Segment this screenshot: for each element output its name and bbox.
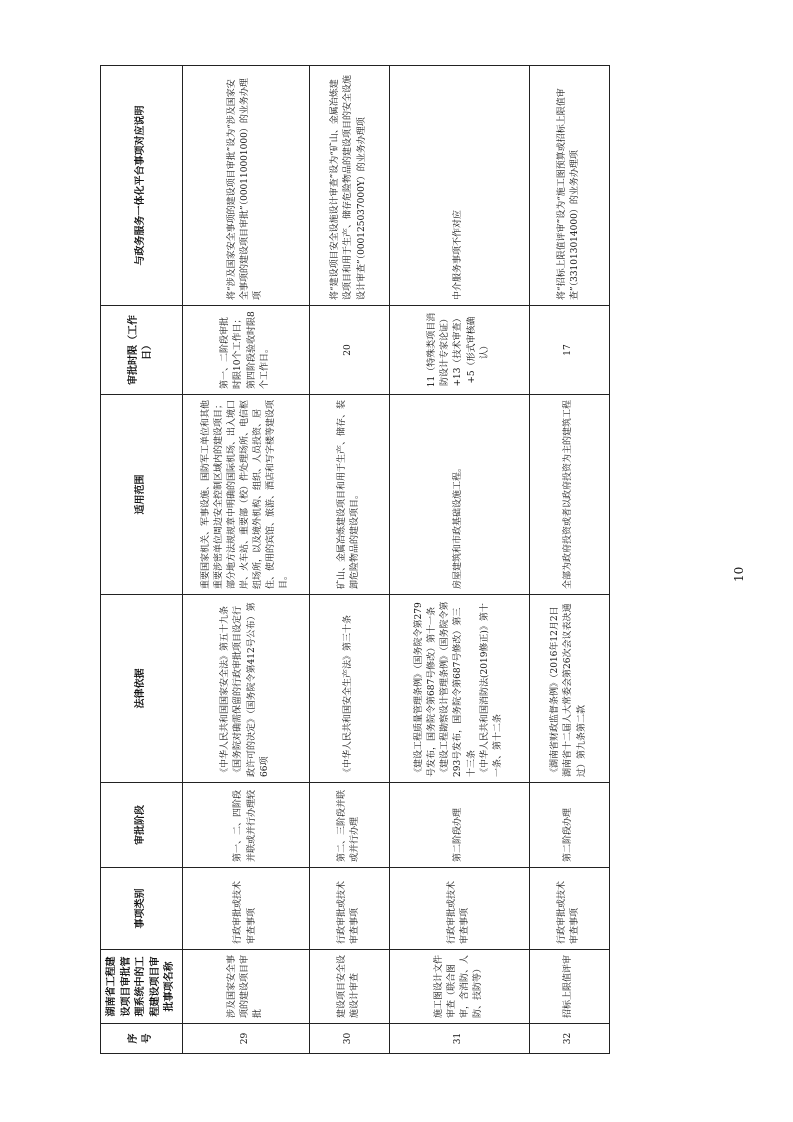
row-limit: 11（特殊类项目消防设计专家论证）+13（技术审查）+5（形式审核确认） bbox=[389, 306, 529, 395]
row-scope: 矿山、金属冶炼建设项目和用于生产、储存、装卸危险物品的建设项目。 bbox=[309, 395, 389, 595]
row-scope: 全部为政府投资或者以政府投资为主的建筑工程 bbox=[529, 395, 609, 595]
row-name: 涉及国家安全事项的建设项目审批 bbox=[182, 950, 309, 1024]
row-limit: 第一、二阶段审批时限10个工作日；第四阶段验收时限8个工作日。 bbox=[182, 306, 309, 395]
row-stage: 第二阶段办理 bbox=[529, 783, 609, 868]
row-basis bbox=[182, 595, 309, 783]
row-stage: 第一、二、四阶段并联或并行办理较 bbox=[182, 783, 309, 868]
table-row bbox=[389, 66, 529, 1054]
header-basis: 法律依据 bbox=[101, 595, 183, 783]
row-name: 建设项目安全设施设计审查 bbox=[309, 950, 389, 1024]
header-scope: 适用范围 bbox=[101, 395, 183, 595]
row-type: 行政审批或技术审查事项 bbox=[182, 868, 309, 950]
row-name: 招标上限值评审 bbox=[529, 950, 609, 1024]
table-header-row bbox=[101, 66, 183, 1054]
row-seq: 32 bbox=[529, 1024, 609, 1054]
row-type: 行政审批或技术审查事项 bbox=[389, 868, 529, 950]
row-seq: 31 bbox=[389, 1024, 529, 1054]
row-stage: 第二、三阶段并联或并行办理 bbox=[309, 783, 389, 868]
basis-line: 《中华人民共和国消防法(2019修正)》第十一条、第十二条 bbox=[479, 603, 503, 777]
header-note: 与政务服务一体化平台事项对应说明 bbox=[101, 66, 183, 306]
row-scope: 房屋建筑和市政基础设施工程。 bbox=[389, 395, 529, 595]
row-note: 将“建设项目安全设施设计审查”设为“矿山、金属冶炼建设项目和用于生产、储存危险物品的建设项目的安全设施设计审查”（000125037000Y）的业务办理项 bbox=[309, 66, 389, 306]
row-scope: 重要国家机关、军事设施、国防军工单位和其他重要涉密单位周边安全控制区域内的建设项目；部分地方法规规章中明确的国际机场、出入境口岸、火车站、重要部（校）件处理场所、电信枢纽场所，以及境外机构、组织、人员投资、居住、使用的宾馆、旅游、酒店和写字楼等建设项目。 bbox=[182, 395, 309, 595]
row-type: 行政审批或技术审查事项 bbox=[309, 868, 389, 950]
basis-line: 《中华人民共和国国家安全法》第五十九条 bbox=[220, 605, 231, 777]
row-note: 中介服务事项不作对应 bbox=[389, 66, 529, 306]
basis-line: 《湖南省财政监督条例》（2016年12月2日湖南省十二届人大常委会第26次会议表决通过）第九条第二款 bbox=[550, 603, 587, 777]
row-basis bbox=[529, 595, 609, 783]
row-seq: 29 bbox=[182, 1024, 309, 1054]
row-type: 行政审批或技术审查事项 bbox=[529, 868, 609, 950]
row-name: 施工图设计文件审查（联合图审，含消防、人防、技防等） bbox=[389, 950, 529, 1024]
basis-line: 《中华人民共和国安全生产法》第三十条 bbox=[343, 614, 354, 777]
table-row bbox=[529, 66, 609, 1054]
header-seq: 序号 bbox=[101, 1024, 183, 1054]
header-limit: 审批时限（工作日） bbox=[101, 306, 183, 395]
row-limit: 20 bbox=[309, 306, 389, 395]
row-note: 将“招标上限值评审”设为“施工图预算或招标上限值审查”（331013014000）的业务办理项 bbox=[529, 66, 609, 306]
header-name: 湖南省工程建设项目审批管理系统中的工程建设项目审批事项名称 bbox=[101, 950, 183, 1024]
table-row bbox=[309, 66, 389, 1054]
row-note: 将“涉及国家安全事项的建设项目审批”设为“涉及国家安全事项的建设项目审批”（000110001000）的业务办理项 bbox=[182, 66, 309, 306]
row-limit: 17 bbox=[529, 306, 609, 395]
row-stage: 第二阶段办理 bbox=[389, 783, 529, 868]
table-row bbox=[182, 66, 309, 1054]
header-type: 事项类别 bbox=[101, 868, 183, 950]
row-seq: 30 bbox=[309, 1024, 389, 1054]
basis-line: 《建设工程勘察设计管理条例》（国务院令第293号发布，国务院令第687号修改）第三十三条 bbox=[440, 601, 477, 777]
basis-line: 《建设工程质量管理条例》（国务院令第279号发布，国务院令第687号修改）第十一条 bbox=[414, 602, 438, 777]
row-basis bbox=[389, 595, 529, 783]
approval-items-table bbox=[100, 65, 610, 1054]
header-stage: 审批阶段 bbox=[101, 783, 183, 868]
page-number: 10 bbox=[732, 566, 746, 582]
basis-line: 《国务院对确需保留的行政审批项目设定行政许可的决定》（国务院令第412号公布）第66项 bbox=[233, 602, 270, 777]
row-basis bbox=[309, 595, 389, 783]
